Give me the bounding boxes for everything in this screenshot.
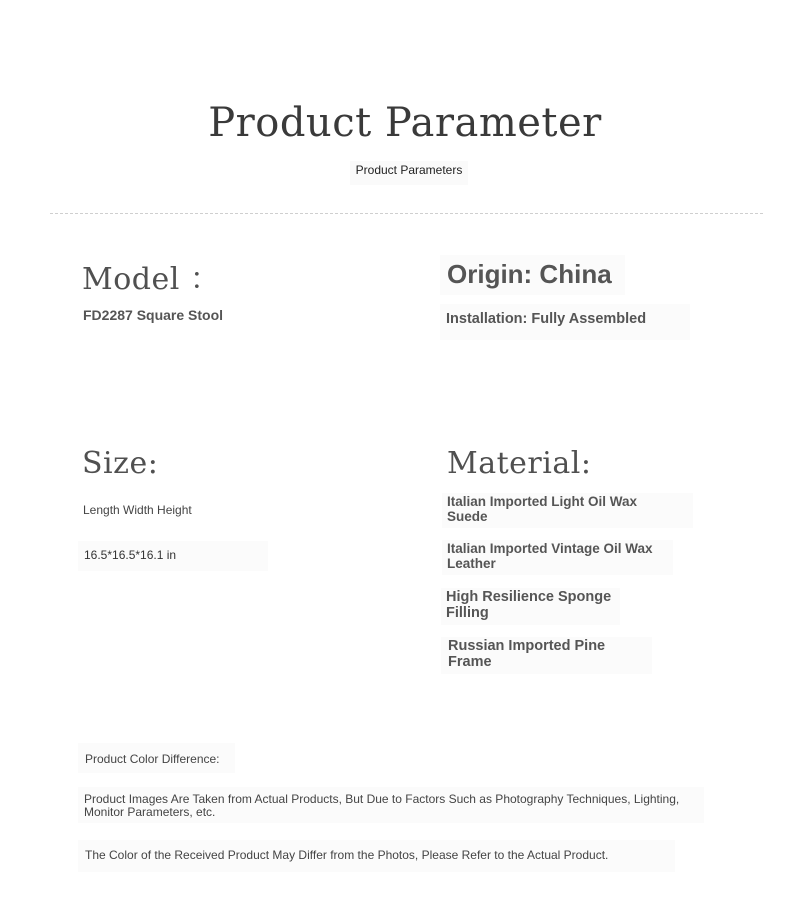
material-item-line: Russian Imported Pine <box>448 638 606 654</box>
installation-value: Installation: Fully Assembled <box>440 304 690 340</box>
material-item-line: High Resilience Sponge <box>446 589 612 605</box>
color-difference-text <box>78 787 704 823</box>
material-item-line: Italian Imported Vintage Oil Wax <box>447 541 653 556</box>
model-heading: Model ： <box>82 262 221 297</box>
notice-line: Product Images Are Taken from Actual Products, But Due to Factors Such as Photography Techniques, Lighting, <box>84 792 680 806</box>
page-subtitle: Product Parameters <box>350 161 468 185</box>
origin-heading: Origin: China <box>440 255 625 295</box>
dashed-divider <box>50 213 763 214</box>
material-item-line: Suede <box>447 509 488 524</box>
notice-line: Monitor Parameters, etc. <box>84 805 216 819</box>
size-label: Length Width Height <box>83 503 192 517</box>
material-item-line: Italian Imported Light Oil Wax <box>447 494 638 509</box>
material-item-line: Filling <box>446 605 489 621</box>
material-item <box>442 493 693 528</box>
material-item <box>442 540 673 575</box>
size-heading: Size: <box>82 446 159 481</box>
size-value: 16.5*16.5*16.1 in <box>78 541 268 571</box>
material-item <box>441 588 620 625</box>
color-difference-note: The Color of the Received Product May Differ from the Photos, Please Refer to the Actual Product. <box>78 840 675 872</box>
model-value: FD2287 Square Stool <box>83 307 224 323</box>
page-title: Product Parameter <box>208 100 602 146</box>
material-heading: Material: <box>447 446 592 481</box>
material-item-line: Frame <box>448 654 492 670</box>
material-item <box>441 637 652 674</box>
material-item-line: Leather <box>447 556 496 571</box>
color-difference-heading: Product Color Difference: <box>78 743 235 773</box>
